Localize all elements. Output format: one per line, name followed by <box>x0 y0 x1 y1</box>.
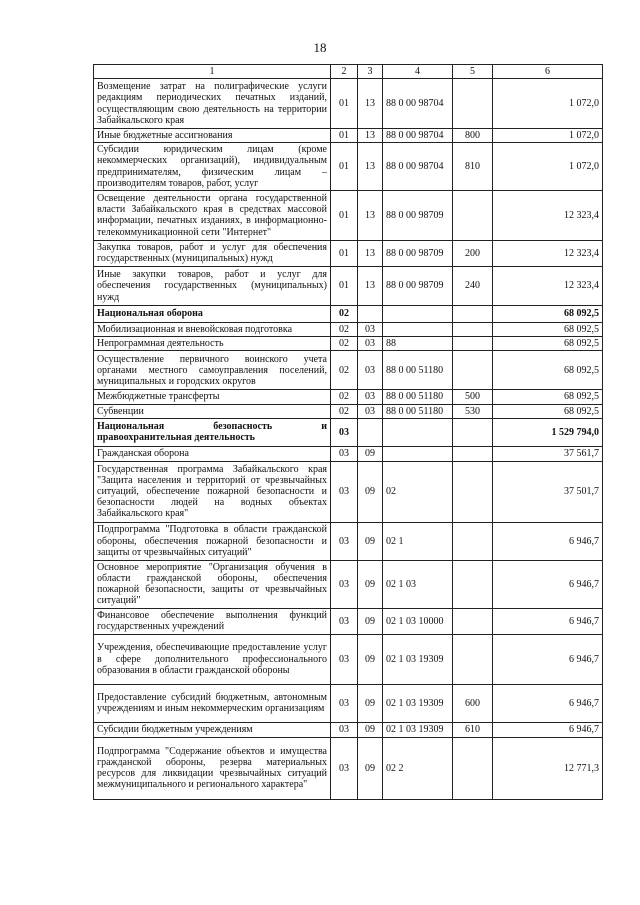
section-code: 01 <box>331 240 358 266</box>
target-article-code: 02 <box>383 461 453 522</box>
expense-type-code <box>453 79 493 129</box>
budget-item-name: Учреждения, обеспечивающие предоставление услуг в сфере дополнительного профессионального образования в области гражданской обороны <box>94 634 331 684</box>
target-article-code <box>383 305 453 322</box>
expense-type-code: 200 <box>453 240 493 266</box>
section-code: 03 <box>331 608 358 634</box>
amount-value: 37 501,7 <box>493 461 603 522</box>
subsection-code: 13 <box>358 240 383 266</box>
table-row <box>94 404 603 418</box>
budget-item-name: Межбюджетные трансферты <box>94 390 331 404</box>
amount-value: 68 092,5 <box>493 390 603 404</box>
table-row <box>94 240 603 266</box>
target-article-code: 02 1 03 10000 <box>383 608 453 634</box>
expense-type-code: 610 <box>453 722 493 737</box>
budget-item-name: Основное мероприятие "Организация обучения в области гражданской обороны, обеспечения пожарной безопасности, защиты от чрезвычайных ситуаций" <box>94 560 331 608</box>
table-row <box>94 737 603 799</box>
subsection-code: 03 <box>358 404 383 418</box>
header-col-1: 1 <box>94 65 331 79</box>
target-article-code <box>383 418 453 446</box>
expense-type-code <box>453 522 493 560</box>
budget-item-name: Предоставление субсидий бюджетным, автономным учреждениям и иным некоммерческим организациям <box>94 684 331 722</box>
table-row <box>94 522 603 560</box>
budget-item-name: Субвенции <box>94 404 331 418</box>
expense-type-code <box>453 608 493 634</box>
expense-type-code <box>453 461 493 522</box>
section-code: 01 <box>331 129 358 143</box>
section-code: 03 <box>331 446 358 461</box>
expense-type-code <box>453 190 493 240</box>
table-row <box>94 337 603 351</box>
table-row <box>94 560 603 608</box>
subsection-code: 13 <box>358 190 383 240</box>
section-code: 02 <box>331 351 358 390</box>
subsection-code: 09 <box>358 608 383 634</box>
amount-value: 6 946,7 <box>493 522 603 560</box>
section-code: 03 <box>331 684 358 722</box>
amount-value: 12 323,4 <box>493 266 603 305</box>
section-code: 01 <box>331 190 358 240</box>
subsection-code <box>358 418 383 446</box>
header-col-5: 5 <box>453 65 493 79</box>
target-article-code: 02 1 03 19309 <box>383 684 453 722</box>
section-code: 03 <box>331 722 358 737</box>
table-body <box>94 79 603 800</box>
amount-value: 6 946,7 <box>493 608 603 634</box>
amount-value: 12 323,4 <box>493 240 603 266</box>
section-code: 03 <box>331 461 358 522</box>
page-number: 18 <box>313 40 327 55</box>
table-row <box>94 266 603 305</box>
table-row <box>94 461 603 522</box>
table-row <box>94 722 603 737</box>
expense-type-code <box>453 446 493 461</box>
target-article-code: 02 1 03 19309 <box>383 634 453 684</box>
budget-item-name: Возмещение затрат на полиграфические услуги редакциям периодических печатных изданий, осуществляющим свою деятельность на территории Забайкальского края <box>94 79 331 129</box>
budget-item-name: Национальная безопасность и правоохранительная деятельность <box>94 418 331 446</box>
section-code: 03 <box>331 634 358 684</box>
budget-item-name: Закупка товаров, работ и услуг для обеспечения государственных (муниципальных) нужд <box>94 240 331 266</box>
table-row <box>94 608 603 634</box>
header-col-3: 3 <box>358 65 383 79</box>
subsection-code: 13 <box>358 129 383 143</box>
table-row <box>94 190 603 240</box>
target-article-code: 88 0 00 51180 <box>383 404 453 418</box>
expense-type-code: 800 <box>453 129 493 143</box>
budget-item-name: Мобилизационная и вневойсковая подготовка <box>94 322 331 336</box>
table-row <box>94 418 603 446</box>
amount-value: 68 092,5 <box>493 305 603 322</box>
table-header-row <box>94 65 603 79</box>
table-row <box>94 305 603 322</box>
budget-item-name: Непрограммная деятельность <box>94 337 331 351</box>
amount-value: 12 771,3 <box>493 737 603 799</box>
expense-type-code: 240 <box>453 266 493 305</box>
header-col-6: 6 <box>493 65 603 79</box>
section-code: 01 <box>331 266 358 305</box>
expense-type-code: 500 <box>453 390 493 404</box>
expense-type-code <box>453 351 493 390</box>
table-row <box>94 79 603 129</box>
subsection-code: 03 <box>358 322 383 336</box>
section-code: 02 <box>331 390 358 404</box>
expense-type-code <box>453 322 493 336</box>
subsection-code: 09 <box>358 446 383 461</box>
amount-value: 6 946,7 <box>493 634 603 684</box>
subsection-code: 13 <box>358 266 383 305</box>
target-article-code: 88 0 00 98709 <box>383 190 453 240</box>
header-col-4: 4 <box>383 65 453 79</box>
budget-item-name: Подпрограмма "Содержание объектов и имущества гражданской обороны, резерва материальных ресурсов для ликвидации чрезвычайных ситуаций межмуниципального и регионального характера" <box>94 737 331 799</box>
budget-item-name: Освещение деятельности органа государственной власти Забайкальского края в средствах массовой информации, печатных изданиях, в информационно-телекоммуникационной сети "Интернет" <box>94 190 331 240</box>
subsection-code: 09 <box>358 737 383 799</box>
expense-type-code: 810 <box>453 143 493 191</box>
table-row <box>94 351 603 390</box>
target-article-code: 88 0 00 51180 <box>383 351 453 390</box>
expense-type-code <box>453 305 493 322</box>
amount-value: 68 092,5 <box>493 351 603 390</box>
subsection-code: 13 <box>358 79 383 129</box>
target-article-code: 88 <box>383 337 453 351</box>
budget-item-name: Гражданская оборона <box>94 446 331 461</box>
subsection-code: 09 <box>358 461 383 522</box>
budget-item-name: Иные бюджетные ассигнования <box>94 129 331 143</box>
subsection-code: 09 <box>358 684 383 722</box>
amount-value: 1 072,0 <box>493 143 603 191</box>
expense-type-code <box>453 560 493 608</box>
target-article-code: 88 0 00 98704 <box>383 129 453 143</box>
target-article-code: 02 1 03 19309 <box>383 722 453 737</box>
amount-value: 6 946,7 <box>493 684 603 722</box>
section-code: 03 <box>331 418 358 446</box>
target-article-code: 02 2 <box>383 737 453 799</box>
section-code: 03 <box>331 522 358 560</box>
section-code: 01 <box>331 79 358 129</box>
subsection-code: 03 <box>358 351 383 390</box>
budget-item-name: Иные закупки товаров, работ и услуг для обеспечения государственных (муниципальных) нужд <box>94 266 331 305</box>
expense-type-code: 600 <box>453 684 493 722</box>
amount-value: 68 092,5 <box>493 322 603 336</box>
expense-type-code: 530 <box>453 404 493 418</box>
subsection-code: 03 <box>358 337 383 351</box>
target-article-code: 88 0 00 51180 <box>383 390 453 404</box>
table-row <box>94 684 603 722</box>
expense-type-code <box>453 634 493 684</box>
target-article-code <box>383 322 453 336</box>
target-article-code: 88 0 00 98709 <box>383 266 453 305</box>
subsection-code: 13 <box>358 143 383 191</box>
table-row <box>94 143 603 191</box>
budget-item-name: Осуществление первичного воинского учета органами местного самоуправления поселений, муниципальных и городских округов <box>94 351 331 390</box>
amount-value: 1 072,0 <box>493 129 603 143</box>
table-row <box>94 446 603 461</box>
header-col-2: 2 <box>331 65 358 79</box>
expense-type-code <box>453 737 493 799</box>
target-article-code <box>383 446 453 461</box>
expense-type-code <box>453 418 493 446</box>
budget-item-name: Субсидии бюджетным учреждениям <box>94 722 331 737</box>
subsection-code: 09 <box>358 722 383 737</box>
section-code: 02 <box>331 305 358 322</box>
target-article-code: 02 1 <box>383 522 453 560</box>
section-code: 03 <box>331 737 358 799</box>
target-article-code: 88 0 00 98704 <box>383 79 453 129</box>
table-row <box>94 634 603 684</box>
budget-table <box>93 64 603 800</box>
amount-value: 6 946,7 <box>493 722 603 737</box>
table-row <box>94 129 603 143</box>
target-article-code: 02 1 03 <box>383 560 453 608</box>
target-article-code: 88 0 00 98709 <box>383 240 453 266</box>
subsection-code <box>358 305 383 322</box>
table-row <box>94 322 603 336</box>
subsection-code: 09 <box>358 522 383 560</box>
section-code: 02 <box>331 337 358 351</box>
amount-value: 1 072,0 <box>493 79 603 129</box>
budget-item-name: Финансовое обеспечение выполнения функций государственных учреждений <box>94 608 331 634</box>
budget-item-name: Подпрограмма "Подготовка в области гражданской обороны, обеспечения пожарной безопасности и защиты от чрезвычайных ситуаций" <box>94 522 331 560</box>
budget-item-name: Национальная оборона <box>94 305 331 322</box>
table-row <box>94 390 603 404</box>
subsection-code: 09 <box>358 634 383 684</box>
amount-value: 1 529 794,0 <box>493 418 603 446</box>
section-code: 01 <box>331 143 358 191</box>
amount-value: 37 561,7 <box>493 446 603 461</box>
section-code: 02 <box>331 322 358 336</box>
amount-value: 12 323,4 <box>493 190 603 240</box>
budget-item-name: Государственная программа Забайкальского края "Защита населения и территорий от чрезвычайных ситуаций, обеспечение пожарной безопасности и безопасности людей на водных объектах Забайкальского края" <box>94 461 331 522</box>
section-code: 03 <box>331 560 358 608</box>
expense-type-code <box>453 337 493 351</box>
amount-value: 6 946,7 <box>493 560 603 608</box>
amount-value: 68 092,5 <box>493 337 603 351</box>
budget-item-name: Субсидии юридическим лицам (кроме некоммерческих организаций), индивидуальным предпринимателям, физическим лицам – производителям товаров, работ, услуг <box>94 143 331 191</box>
target-article-code: 88 0 00 98704 <box>383 143 453 191</box>
subsection-code: 09 <box>358 560 383 608</box>
subsection-code: 03 <box>358 390 383 404</box>
amount-value: 68 092,5 <box>493 404 603 418</box>
section-code: 02 <box>331 404 358 418</box>
